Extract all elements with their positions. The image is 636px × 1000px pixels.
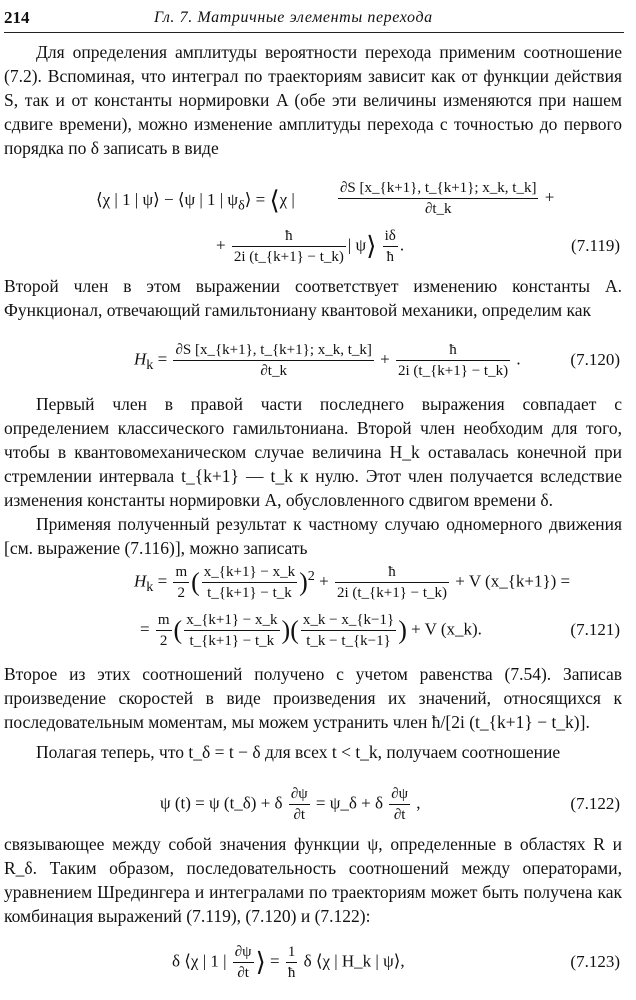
equation-7-119 [0,178,636,268]
page-number: 214 [4,8,30,27]
paragraph-7: связывающее между собой значения функции ψ, определенные в областях R и R_δ. Таким образом, последовательность соотношений между операторами, уравнением Шредингера и интегралами по траекториям может быть получена как комбинация выражений (7.119), (7.120) и (7.122): [4,834,622,926]
paragraph-3: Первый член в правой части последнего выражения совпадает с определением классического гамильтониана. Второй член необходим для того, чтобы в квантовомеханическом случае величина H_k оставалась конечной при стремлении интервала t_{k+1} — t_k к нулю. Этот член получается вследствие изменения константы нормировки A, обусловленного сдвигом времени δ. [4,394,622,510]
paragraph-1: Для определения амплитуды вероятности перехода применим соотношение (7.2). Вспоминая, что интеграл по траекториям зависит как от функции действия S, так и от константы нормировки A (обе эти величины изменяются при нашем сдвиге времени), можно изменение амплитуды перехода с точностью до первого порядка по δ записать в виде [4,42,622,158]
equation-7-123: δ ⟨χ | 1 | $\frac{\partial\psi}{\partial t}$ ⟩ = $\frac{1}{ħ}$ δ ⟨χ | H_k | ψ⟩, (7.123) [172,944,620,981]
eq120-fraction-2: $\frac{ħ}{2i (t\_\{k+1\} - t\_k)}$ [398,342,509,379]
running-title: Гл. 7. Матричные элементы перехода [154,9,433,26]
eq122-number: (7.122) [570,794,620,813]
eq120-lhs: H [134,349,147,369]
equation-7-120: $H_k$ = $\frac{\partial S [x\_\{k+1\}, t\_\{k+1\}; x\_k, t\_k]}{\partial t\_k}$ + $\frac{ħ}{2i (t\_\{k+1\} - t\_k)}$ . (7.120) [134,342,620,379]
paragraph-2: Второй член в этом выражении соответствует изменению константы A. Функционал, отвечающий гамильтониану квантовой механики, определим как [4,276,622,320]
paragraph-5: Второе из этих соотношений получено с учетом равенства (7.54). Записав произведение скоростей в виде произведения их значений, относящихся к последовательным моментам, мы можем устранить член ħ/[2i (t_{k+1} − t_k)]. [4,664,622,732]
eq120-fraction-1: $\frac{\partial S [x\_\{k+1\}, t\_\{k+1\}; x\_k, t\_k]}{\partial t\_k}$ [175,342,372,379]
eq121-line2: = $\frac{m}{2}$ ( $\frac{x\_\{k+1\} - x\_k}{t\_\{k+1\} - t\_k}$ )( $\frac{x\_k - x\_\{k-1\}}{t\_k - t\_\{k-1\}}$ ) + V (x_k). [140,612,482,649]
paragraph-4: Применяя полученный результат к частному случаю одномерного движения [см. выражение (7.116)], можно записать [4,514,622,558]
equation-7-121 [0,562,636,658]
page-header [4,8,624,32]
eq121-number: (7.121) [570,620,620,639]
eq120-number: (7.120) [570,350,620,369]
eq121-line1: $H_k$ = $\frac{m}{2}$ ( $\frac{x\_\{k+1\} - x\_k}{t\_\{k+1\} - t\_k}$ )$^2$ + $\frac{ħ}{2i (t\_\{k+1\} - t\_k)}$ + V (x_{k+1}) = [134,564,571,601]
paragraph-6: Полагая теперь, что t_δ = t − δ для всех t < t_k, получаем соотношение [36,742,561,762]
eq119-number: (7.119) [571,236,620,255]
header-rule [4,32,624,33]
equation-7-122: ψ (t) = ψ (t_δ) + δ $\frac{\partial\psi}{\partial t}$ = ψ_δ + δ $\frac{\partial\psi}{\partial t}$ , (7.122) [160,786,620,823]
eq119-line2: + $\frac{ħ}{2i (t\_\{k+1\} - t\_k)}$ | ψ⟩ $\frac{i\delta}{ħ}$ . [216,228,405,265]
eq119-left: ⟨χ | 1 | ψ⟩ − ⟨ψ | 1 | $\psi_\delta⟩$ = ⟨χ | [96,186,295,215]
eq119-fraction-1: $\frac{\partial S [x\_\{k+1\}, t\_\{k+1\}; x\_k, t\_k]}{\partial t\_k}$ + [340,180,555,217]
eq123-number: (7.123) [570,952,620,971]
